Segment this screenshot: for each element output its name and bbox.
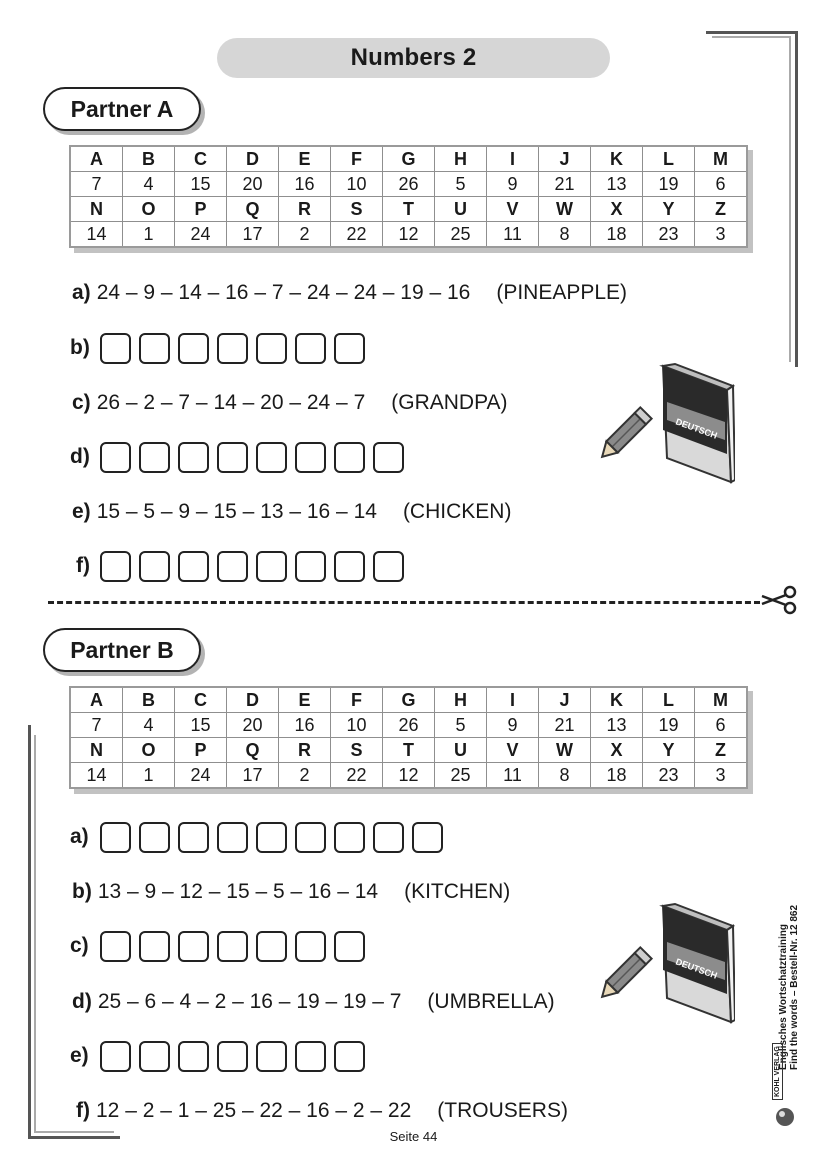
answer-box[interactable] bbox=[295, 551, 326, 582]
letter-cell: W bbox=[539, 197, 591, 222]
letter-cell: C bbox=[175, 146, 227, 172]
number-code: 12 – 2 – 1 – 25 – 22 – 16 – 2 – 22 bbox=[96, 1099, 412, 1122]
exercise-label: a) bbox=[70, 825, 89, 848]
answer-box[interactable] bbox=[334, 551, 365, 582]
answer-box[interactable] bbox=[373, 551, 404, 582]
answer-box[interactable] bbox=[295, 1041, 326, 1072]
answer-boxes bbox=[100, 442, 404, 473]
publisher-name: KOHL VERLAG bbox=[772, 1043, 783, 1100]
number-cell: 26 bbox=[383, 713, 435, 738]
letter-cell: V bbox=[487, 197, 539, 222]
answer-box[interactable] bbox=[178, 442, 209, 473]
letter-cell: A bbox=[70, 146, 123, 172]
book-icon bbox=[655, 902, 735, 1030]
number-code: 25 – 6 – 4 – 2 – 16 – 19 – 19 – 7 bbox=[97, 990, 402, 1013]
frame-top-right-shadow-h bbox=[712, 36, 790, 38]
letter-cell: D bbox=[227, 687, 279, 713]
answer-box[interactable] bbox=[217, 333, 248, 364]
number-cell: 10 bbox=[331, 713, 383, 738]
book-icon bbox=[655, 362, 735, 490]
answer-box[interactable] bbox=[139, 822, 170, 853]
number-code: 13 – 9 – 12 – 15 – 5 – 16 – 14 bbox=[97, 880, 379, 903]
answer-box[interactable] bbox=[178, 822, 209, 853]
letter-cell: M bbox=[695, 146, 748, 172]
letter-cell: T bbox=[383, 738, 435, 763]
number-cell: 21 bbox=[539, 713, 591, 738]
number-cell: 1 bbox=[123, 763, 175, 789]
answer-box[interactable] bbox=[256, 333, 287, 364]
answer-box[interactable] bbox=[178, 551, 209, 582]
number-cell: 17 bbox=[227, 222, 279, 248]
partner-b-exercise-f bbox=[76, 1096, 568, 1126]
answer-box[interactable] bbox=[178, 1041, 209, 1072]
exercise-label: b) bbox=[70, 336, 90, 359]
word-hint: (GRANDPA) bbox=[391, 391, 508, 414]
partner-b-code-table bbox=[69, 686, 748, 789]
number-cell: 9 bbox=[487, 713, 539, 738]
partner-b-exercise-e bbox=[70, 1039, 365, 1073]
letter-cell: Q bbox=[227, 197, 279, 222]
word-hint: (CHICKEN) bbox=[402, 500, 512, 523]
answer-box[interactable] bbox=[139, 931, 170, 962]
partner-b-exercise-b bbox=[72, 877, 510, 907]
letter-cell: T bbox=[383, 197, 435, 222]
table-row bbox=[70, 738, 747, 763]
answer-box[interactable] bbox=[217, 442, 248, 473]
number-cell: 3 bbox=[695, 763, 748, 789]
answer-box[interactable] bbox=[178, 931, 209, 962]
letter-cell: H bbox=[435, 687, 487, 713]
answer-box[interactable] bbox=[217, 1041, 248, 1072]
answer-box[interactable] bbox=[100, 931, 131, 962]
side-subtitle: Find the words – Bestell-Nr. 12 862 bbox=[789, 904, 800, 1070]
number-cell: 19 bbox=[643, 172, 695, 197]
table-row bbox=[70, 146, 747, 172]
word-hint: (PINEAPPLE) bbox=[496, 281, 628, 304]
partner-a-exercise-e bbox=[72, 497, 511, 527]
table-row bbox=[70, 222, 747, 248]
letter-cell: U bbox=[435, 197, 487, 222]
exercise-label: b) bbox=[72, 880, 92, 903]
number-cell: 6 bbox=[695, 713, 748, 738]
answer-boxes bbox=[100, 1041, 365, 1072]
exercise-label: f) bbox=[76, 1099, 90, 1122]
number-cell: 8 bbox=[539, 763, 591, 789]
partner-b-exercise-d bbox=[72, 987, 555, 1017]
answer-boxes bbox=[100, 551, 404, 582]
answer-box[interactable] bbox=[100, 442, 131, 473]
cut-line bbox=[48, 601, 760, 604]
table-row bbox=[70, 197, 747, 222]
number-cell: 23 bbox=[643, 222, 695, 248]
word-hint: (UMBRELLA) bbox=[427, 990, 555, 1013]
letter-cell: U bbox=[435, 738, 487, 763]
frame-top-right-horizontal bbox=[706, 31, 798, 34]
number-cell: 13 bbox=[591, 172, 643, 197]
table-row bbox=[70, 687, 747, 713]
answer-box[interactable] bbox=[334, 822, 365, 853]
answer-boxes bbox=[100, 931, 365, 962]
letter-cell: S bbox=[331, 197, 383, 222]
number-code: 26 – 2 – 7 – 14 – 20 – 24 – 7 bbox=[96, 391, 366, 414]
letter-cell: R bbox=[279, 738, 331, 763]
number-cell: 20 bbox=[227, 172, 279, 197]
letter-cell: G bbox=[383, 146, 435, 172]
partner-a-exercise-d bbox=[70, 440, 404, 474]
number-cell: 15 bbox=[175, 172, 227, 197]
number-cell: 20 bbox=[227, 713, 279, 738]
number-cell: 7 bbox=[70, 172, 123, 197]
side-title: Englisches Wortschatztraining bbox=[778, 924, 789, 1070]
number-code: 24 – 9 – 14 – 16 – 7 – 24 – 24 – 19 – 16 bbox=[96, 281, 471, 304]
letter-cell: Q bbox=[227, 738, 279, 763]
number-cell: 12 bbox=[383, 222, 435, 248]
letter-cell: B bbox=[123, 687, 175, 713]
number-cell: 3 bbox=[695, 222, 748, 248]
number-cell: 24 bbox=[175, 222, 227, 248]
letter-cell: P bbox=[175, 197, 227, 222]
number-cell: 17 bbox=[227, 763, 279, 789]
number-cell: 9 bbox=[487, 172, 539, 197]
answer-box[interactable] bbox=[100, 333, 131, 364]
letter-cell: F bbox=[331, 146, 383, 172]
letter-cell: L bbox=[643, 146, 695, 172]
number-cell: 16 bbox=[279, 172, 331, 197]
page-number: Seite 44 bbox=[389, 1129, 438, 1144]
letter-cell: M bbox=[695, 687, 748, 713]
partner-b-label: Partner B bbox=[43, 628, 201, 672]
letter-cell: A bbox=[70, 687, 123, 713]
number-cell: 5 bbox=[435, 713, 487, 738]
pencil-icon bbox=[597, 398, 661, 462]
partner-b-exercise-a bbox=[70, 820, 443, 854]
book-label: DEUTSCH bbox=[674, 416, 719, 441]
number-cell: 25 bbox=[435, 763, 487, 789]
pencil-icon bbox=[597, 938, 661, 1002]
answer-box[interactable] bbox=[178, 333, 209, 364]
partner-a-exercise-b bbox=[70, 331, 365, 365]
answer-box[interactable] bbox=[334, 1041, 365, 1072]
exercise-label: f) bbox=[76, 554, 90, 577]
answer-box[interactable] bbox=[100, 822, 131, 853]
number-code: 15 – 5 – 9 – 15 – 13 – 16 – 14 bbox=[96, 500, 377, 523]
letter-cell: Z bbox=[695, 738, 748, 763]
frame-top-right-vertical bbox=[795, 31, 798, 367]
letter-cell: S bbox=[331, 738, 383, 763]
answer-boxes bbox=[100, 822, 443, 853]
number-cell: 8 bbox=[539, 222, 591, 248]
answer-box[interactable] bbox=[373, 822, 404, 853]
table-row bbox=[70, 763, 747, 789]
letter-cell: E bbox=[279, 146, 331, 172]
answer-box[interactable] bbox=[256, 931, 287, 962]
letter-cell: B bbox=[123, 146, 175, 172]
answer-box[interactable] bbox=[139, 1041, 170, 1072]
number-cell: 21 bbox=[539, 172, 591, 197]
exercise-label: d) bbox=[70, 445, 90, 468]
letter-cell: K bbox=[591, 146, 643, 172]
book-label: DEUTSCH bbox=[674, 956, 719, 981]
exercise-label: e) bbox=[72, 500, 91, 523]
partner-a-label: Partner A bbox=[43, 87, 201, 131]
answer-box[interactable] bbox=[295, 442, 326, 473]
answer-box[interactable] bbox=[256, 442, 287, 473]
frame-bottom-left-shadow-v bbox=[34, 735, 36, 1133]
number-cell: 11 bbox=[487, 763, 539, 789]
answer-box[interactable] bbox=[256, 822, 287, 853]
number-cell: 26 bbox=[383, 172, 435, 197]
number-cell: 5 bbox=[435, 172, 487, 197]
number-cell: 23 bbox=[643, 763, 695, 789]
exercise-label: c) bbox=[70, 934, 89, 957]
letter-cell: N bbox=[70, 738, 123, 763]
exercise-label: c) bbox=[72, 391, 91, 414]
letter-cell: G bbox=[383, 687, 435, 713]
number-cell: 25 bbox=[435, 222, 487, 248]
number-cell: 18 bbox=[591, 763, 643, 789]
answer-box[interactable] bbox=[334, 333, 365, 364]
number-cell: 24 bbox=[175, 763, 227, 789]
answer-box[interactable] bbox=[256, 1041, 287, 1072]
page-title: Numbers 2 bbox=[217, 38, 610, 78]
answer-box[interactable] bbox=[334, 442, 365, 473]
number-cell: 18 bbox=[591, 222, 643, 248]
partner-a-exercise-a bbox=[72, 278, 627, 308]
answer-box[interactable] bbox=[217, 551, 248, 582]
number-cell: 4 bbox=[123, 172, 175, 197]
publisher-logo-icon bbox=[772, 1046, 796, 1130]
letter-cell: H bbox=[435, 146, 487, 172]
partner-a-exercise-f bbox=[76, 549, 404, 583]
letter-cell: K bbox=[591, 687, 643, 713]
number-cell: 16 bbox=[279, 713, 331, 738]
partner-a-exercise-c bbox=[72, 388, 508, 418]
letter-cell: Y bbox=[643, 197, 695, 222]
number-cell: 14 bbox=[70, 763, 123, 789]
letter-cell: C bbox=[175, 687, 227, 713]
letter-cell: V bbox=[487, 738, 539, 763]
letter-cell: I bbox=[487, 687, 539, 713]
number-cell: 2 bbox=[279, 222, 331, 248]
number-cell: 1 bbox=[123, 222, 175, 248]
partner-a-code-table bbox=[69, 145, 748, 248]
exercise-label: a) bbox=[72, 281, 91, 304]
answer-box[interactable] bbox=[256, 551, 287, 582]
word-hint: (KITCHEN) bbox=[404, 880, 511, 903]
answer-box[interactable] bbox=[100, 1041, 131, 1072]
letter-cell: J bbox=[539, 687, 591, 713]
exercise-label: e) bbox=[70, 1044, 89, 1067]
answer-box[interactable] bbox=[139, 442, 170, 473]
letter-cell: X bbox=[591, 738, 643, 763]
answer-box[interactable] bbox=[412, 822, 443, 853]
scissors-icon bbox=[760, 580, 800, 620]
number-cell: 11 bbox=[487, 222, 539, 248]
letter-cell: D bbox=[227, 146, 279, 172]
table-row bbox=[70, 713, 747, 738]
number-cell: 6 bbox=[695, 172, 748, 197]
exercise-label: d) bbox=[72, 990, 92, 1013]
frame-top-right-shadow-v bbox=[789, 36, 791, 362]
letter-cell: W bbox=[539, 738, 591, 763]
letter-cell: O bbox=[123, 738, 175, 763]
word-hint: (TROUSERS) bbox=[437, 1099, 568, 1122]
partner-b-exercise-c bbox=[70, 929, 365, 963]
number-cell: 22 bbox=[331, 222, 383, 248]
answer-box[interactable] bbox=[334, 931, 365, 962]
number-cell: 12 bbox=[383, 763, 435, 789]
answer-box[interactable] bbox=[139, 333, 170, 364]
number-cell: 13 bbox=[591, 713, 643, 738]
letter-cell: O bbox=[123, 197, 175, 222]
number-cell: 15 bbox=[175, 713, 227, 738]
letter-cell: Z bbox=[695, 197, 748, 222]
table-row bbox=[70, 172, 747, 197]
answer-box[interactable] bbox=[295, 931, 326, 962]
letter-cell: N bbox=[70, 197, 123, 222]
answer-box[interactable] bbox=[217, 822, 248, 853]
number-cell: 19 bbox=[643, 713, 695, 738]
answer-box[interactable] bbox=[295, 333, 326, 364]
letter-cell: J bbox=[539, 146, 591, 172]
number-cell: 7 bbox=[70, 713, 123, 738]
number-cell: 4 bbox=[123, 713, 175, 738]
letter-cell: Y bbox=[643, 738, 695, 763]
frame-bottom-left-vertical bbox=[28, 725, 31, 1139]
number-cell: 10 bbox=[331, 172, 383, 197]
answer-box[interactable] bbox=[295, 822, 326, 853]
answer-box[interactable] bbox=[100, 551, 131, 582]
answer-box[interactable] bbox=[139, 551, 170, 582]
answer-boxes bbox=[100, 333, 365, 364]
letter-cell: E bbox=[279, 687, 331, 713]
answer-box[interactable] bbox=[217, 931, 248, 962]
number-cell: 14 bbox=[70, 222, 123, 248]
answer-box[interactable] bbox=[373, 442, 404, 473]
letter-cell: L bbox=[643, 687, 695, 713]
number-cell: 22 bbox=[331, 763, 383, 789]
number-cell: 2 bbox=[279, 763, 331, 789]
letter-cell: I bbox=[487, 146, 539, 172]
letter-cell: P bbox=[175, 738, 227, 763]
letter-cell: F bbox=[331, 687, 383, 713]
letter-cell: X bbox=[591, 197, 643, 222]
letter-cell: R bbox=[279, 197, 331, 222]
